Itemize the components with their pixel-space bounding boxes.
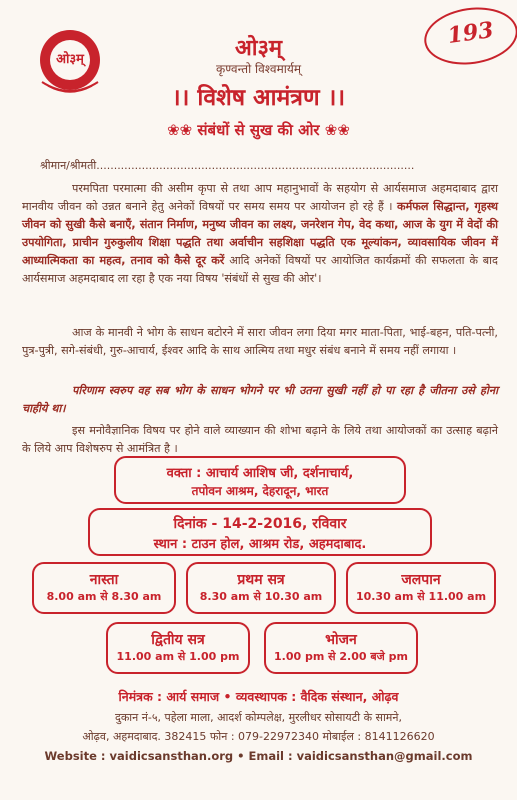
event-date: दिनांक - 14-2-2016, रविवार: [173, 516, 347, 532]
paragraph-result: [22, 382, 498, 418]
salutation-line: श्रीमान/श्रीमती...........................................................................................: [40, 159, 415, 172]
schedule-time: 10.30 am से 11.00 am: [355, 590, 487, 603]
paragraph-intro: [22, 180, 498, 288]
schedule-time: 1.00 pm से 2.00 बजे pm: [274, 650, 408, 663]
speaker-location: तपोवन आश्रम, देहरादून, भारत: [191, 484, 329, 498]
page-number-text: 193: [445, 16, 496, 50]
schedule-time: 11.00 am से 1.00 pm: [116, 650, 240, 663]
contact-line: ओढ़व, अहमदाबाद. 382415 फोन : 079-22972340 मोबाईल : 8141126620: [82, 730, 435, 743]
schedule-item: [346, 562, 496, 614]
schedule-title: जलपान: [401, 572, 441, 588]
address-line: दुकान नं-५, पहेला माला, आदर्श कोम्पलेक्ष, मुरलीधर सोसायटी के सामने,: [115, 711, 402, 724]
tagline-text: संबंधों से सुख की ओर: [197, 121, 320, 139]
header-subtitle: कृण्वन्तो विश्वमार्यम्: [215, 62, 302, 76]
schedule-time: 8.00 am से 8.30 am: [46, 590, 162, 603]
paragraph-modern-man: [22, 324, 498, 360]
logo-text: ओ३म्: [56, 52, 84, 67]
intro-text: परमपिता परमात्मा की असीम कृपा से तथा आप महानुभावों के सहयोग से आर्यसमाज अहमदाबाद द्वारा मानवीय जीवन को उन्नत बनाने हेतु अनेकों विषयों पर समय समय पर आयोजन हो रहे हैं ।: [22, 182, 498, 213]
ornament-right-icon: ❀❀: [324, 121, 350, 139]
schedule-time: 8.30 am से 10.30 am: [199, 590, 323, 603]
schedule-item: [186, 562, 336, 614]
speaker-name: वक्ता : आचार्य आशिष जी, दर्शनाचार्य,: [166, 466, 354, 481]
schedule-title: द्वितीय सत्र: [151, 632, 205, 648]
modern-man-text: आज के मानवी ने भोग के साधन बटोरने में सारा जीवन लगा दिया मगर माता-पिता, भाई-बहन, पति-पत्नी, पुत्र-पुत्री, सगे-संबंधी, गुरु-आचार्य, ईश्वर आदि के साथ आत्मिय तथा मधुर संबंध बनाने में समय नहीं लगाया ।: [22, 326, 498, 357]
schedule-title: भोजन: [325, 632, 357, 648]
web-email-line: Website : vaidicsansthan.org • Email : vaidicsansthan@gmail.com: [44, 749, 473, 763]
schedule-title: नास्ता: [89, 572, 119, 588]
paragraph-invite: [22, 422, 498, 458]
schedule-item: [32, 562, 176, 614]
tagline: [0, 120, 517, 140]
schedule-item: [106, 622, 250, 674]
organizer-line: निमंत्रक : आर्य समाज • व्यवस्थापक : वैदिक संस्थान, ओढ़व: [118, 689, 399, 704]
event-venue: स्थान : टाउन होल, आश्रम रोड, अहमदाबाद.: [153, 537, 367, 552]
schedule-title: प्रथम सत्र: [237, 572, 285, 588]
intro-tail: आदि अनेकों विषयों पर आयोजित कार्यक्रमों की सफलता के बाद आर्यसमाज अहमदाबाद ला रहा है एक नया विषय 'संबंधों से सुख की ओर'।: [22, 254, 498, 285]
topics-list: कर्मफल सिद्धान्त, गृहस्थ जीवन को सुखी कैसे बनाएँ, संतान निर्माण, मनुष्य जीवन का लक्ष्य, जनरेशन गेप, वेद कथा, आज के युग में वेदों की उपयोगिता, प्राचीन गुरुकुलीय शिक्षा पद्धति तथा अर्वाचीन सहशिक्षा पद्धति एक मूल्यांकन, व्यावसायिक जीवन में आध्यात्मिकता का महत्व, तनाव को कैसे दूर करें: [22, 200, 498, 267]
schedule-item: [264, 622, 418, 674]
result-text: परिणाम स्वरुप वह सब भोग के साधन भोगने पर भी उतना सुखी नहीं हो पा रहा है जीतना उसे होना चाहीये था।: [22, 384, 498, 415]
event-box: [88, 508, 432, 556]
invite-text: इस मनोवैज्ञानिक विषय पर होने वाले व्याख्यान की शोभा बढ़ाने के लिये तथा आयोजकों का उत्साह बढ़ाने के लिये आप विशेषरुप से आमंत्रित है ।: [22, 424, 498, 455]
invitation-title: ।। विशेष आमंत्रण ।।: [171, 85, 346, 111]
ornament-left-icon: ❀❀: [167, 121, 198, 139]
header-title: ओ३म्: [234, 36, 283, 61]
speaker-box: [114, 456, 406, 504]
